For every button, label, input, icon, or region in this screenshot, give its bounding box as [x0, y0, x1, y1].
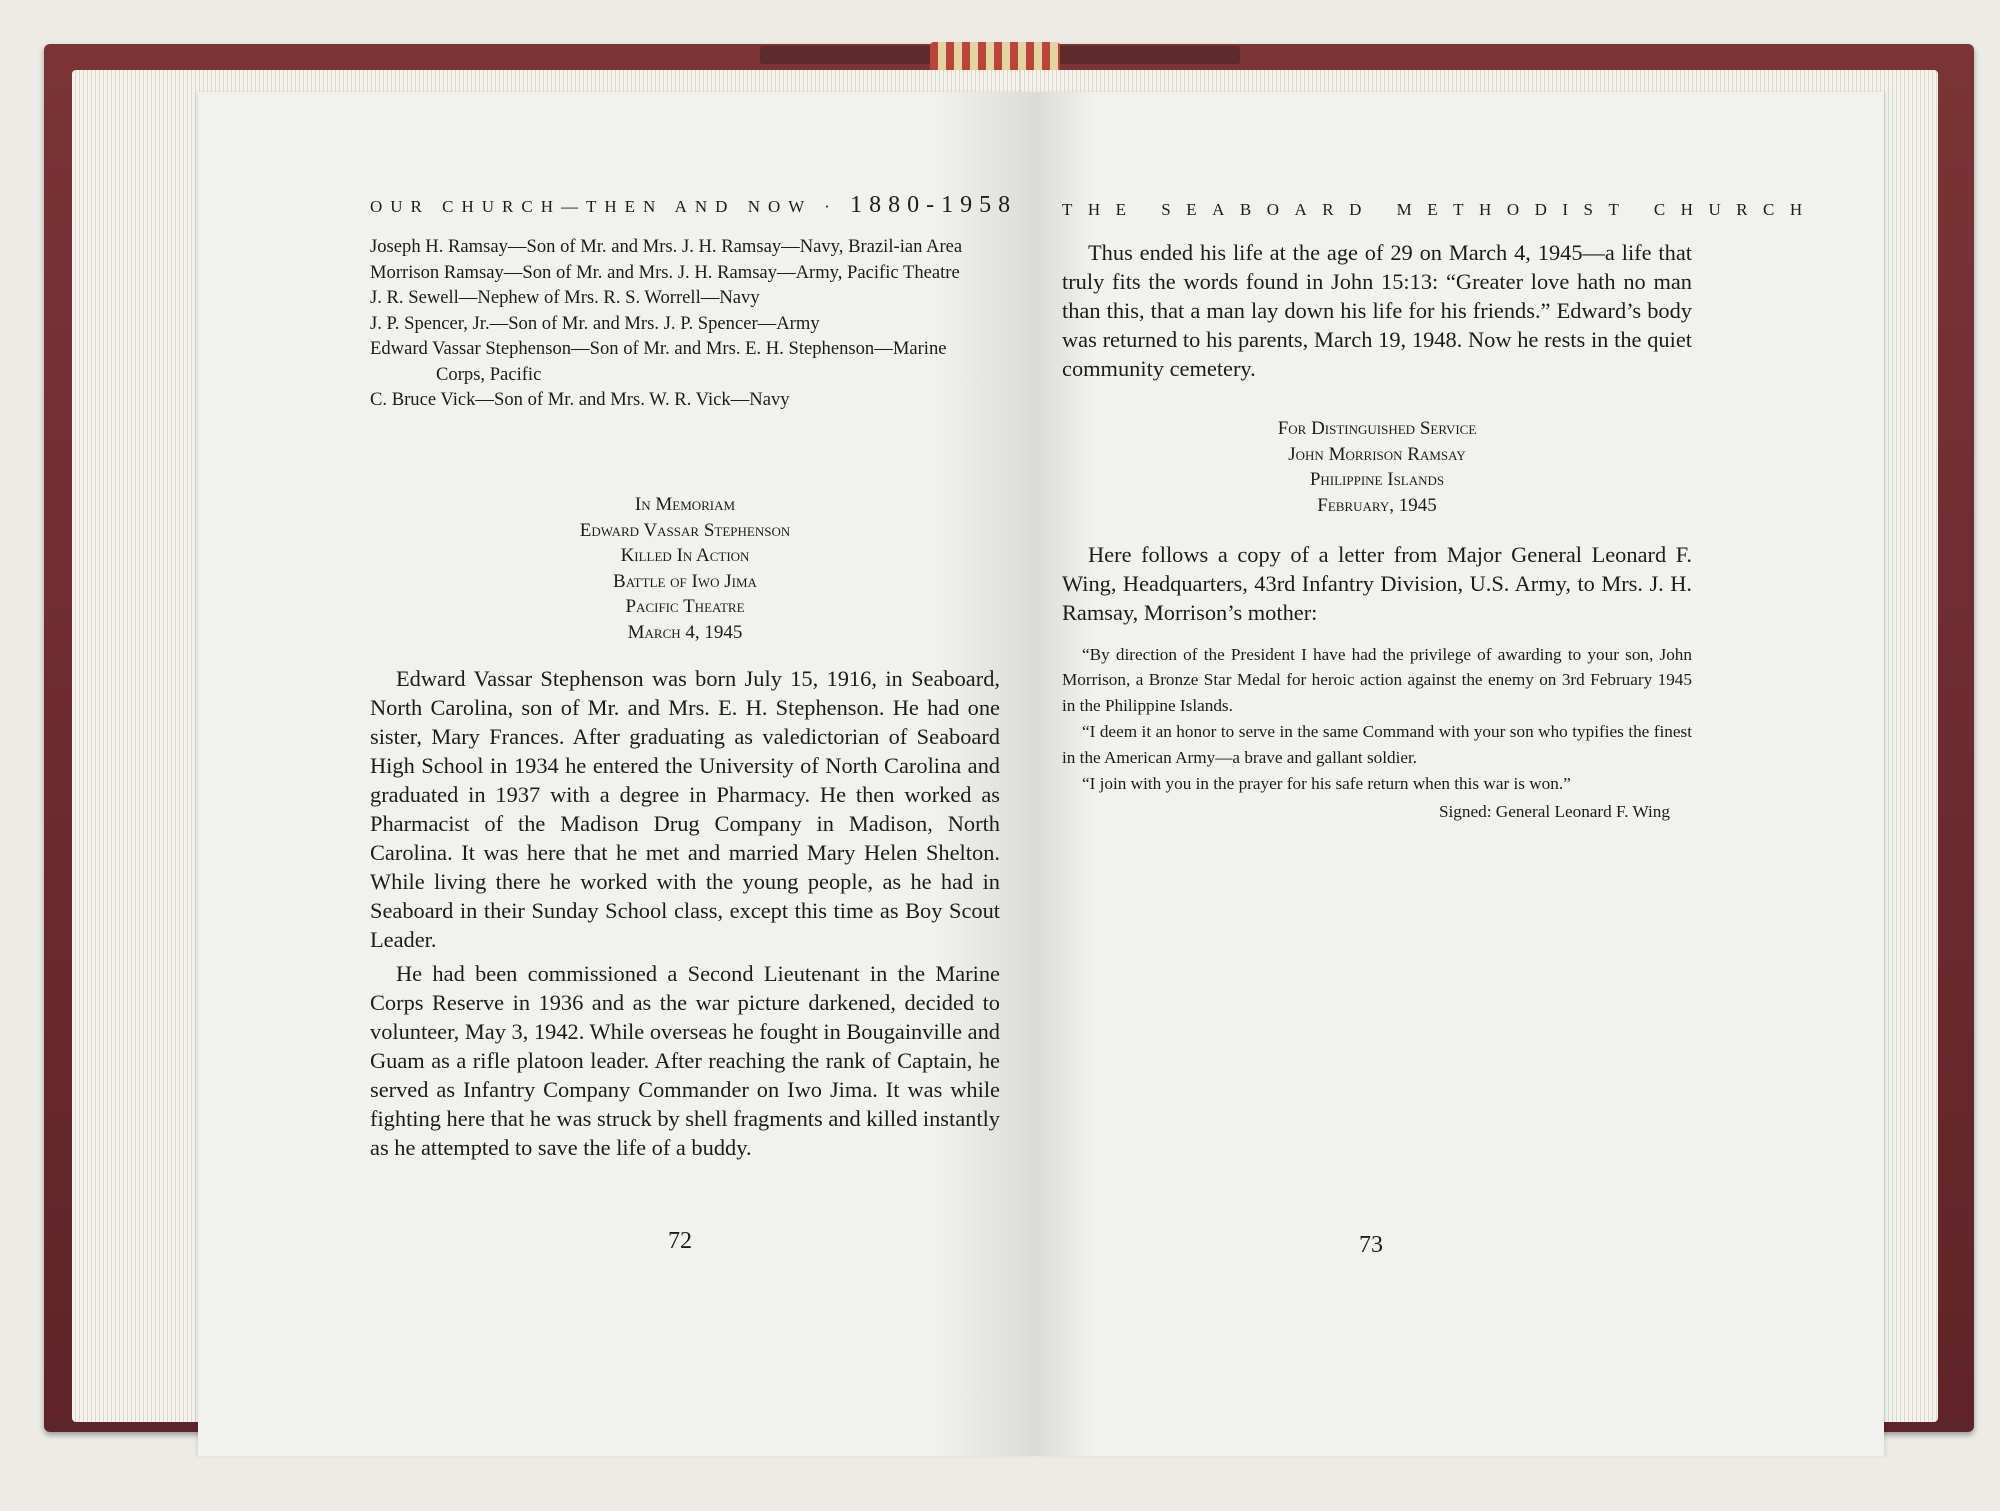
paragraph: Here follows a copy of a letter from Major General Leonard F. Wing, Headquarters, 43rd Infantry Division, U.S. Army, to Mrs. J. H. Ramsay, Morrison’s mother: [1062, 542, 1692, 625]
memoriam-line: Pacific Theatre [625, 596, 745, 617]
paragraph: He had been commissioned a Second Lieutenant in the Marine Corps Reserve in 1936 and as the war picture darkened, decided to volunteer, May 3, 1942. While overseas he fought in Bougainville and Guam as a rifle platoon leader. After reaching the rank of Captain, he served as Infantry Company Commander on Iwo Jima. It was while fighting here that he was struck by shell fragments and killed instantly as he attempted to save the life of a buddy. [370, 961, 1000, 1160]
memoriam-line: March 4, 1945 [627, 621, 743, 643]
service-heading-line: John Morrison Ramsay [1288, 443, 1466, 465]
service-heading-line: February, 1945 [1317, 494, 1437, 516]
left-body-text [370, 664, 1000, 1167]
letter-signature: Signed: General Leonard F. Wing [1438, 802, 1670, 822]
memoriam-heading [370, 492, 1000, 645]
memoriam-line: In Memoriam [634, 494, 736, 515]
letter-paragraph: “By direction of the President I have had the privilege of awarding to your son, John Morrison, a Bronze Star Medal for heroic action against the enemy on 3rd February 1945 in the Philippine Islands. [1062, 645, 1692, 715]
list-item: Joseph H. Ramsay—Son of Mr. and Mrs. J. H. Ramsay—Navy, Brazil-ian Area [370, 236, 963, 257]
memoriam-line: Edward Vassar Stephenson [579, 519, 791, 541]
left-running-head [370, 192, 1017, 219]
right-opening-text [1062, 238, 1692, 388]
memoriam-line: Killed In Action [620, 545, 750, 566]
list-item: J. P. Spencer, Jr.—Son of Mr. and Mrs. J. P. Spencer—Army [370, 312, 820, 334]
letter-paragraph: “I deem it an honor to serve in the same Command with your son who typifies the finest in the American Army—a brave and gallant soldier. [1062, 722, 1692, 767]
service-heading [1062, 416, 1692, 518]
service-list [370, 234, 1000, 413]
right-running-head: THE SEABOARD METHODIST CHURCH [1062, 200, 1818, 219]
service-heading-line: Philippine Islands [1309, 469, 1445, 490]
memoriam-line: Battle of Iwo Jima [613, 570, 757, 592]
right-intro-text [1062, 540, 1692, 632]
list-item: J. R. Sewell—Nephew of Mrs. R. S. Worrell—Navy [370, 287, 760, 308]
list-item: C. Bruce Vick—Son of Mr. and Mrs. W. R. Vick—Navy [370, 389, 790, 410]
service-heading-line: For Distinguished Service [1277, 418, 1477, 439]
letter-quote [1062, 642, 1692, 826]
page-number: 72 [668, 1228, 692, 1254]
left-page [198, 92, 1034, 1456]
running-head-years: 1880-1958 [850, 192, 1018, 218]
letter-paragraph: “I join with you in the prayer for his safe return when this war is won.” [1082, 774, 1571, 794]
paragraph: Edward Vassar Stephenson was born July 15, 1916, in Seaboard, North Carolina, son of Mr. and Mrs. E. H. Stephenson. He had one sister, Mary Frances. After graduating as valedictorian of Seaboard High School in 1934 he entered the University of North Carolina and graduated in 1937 with a degree in Pharmacy. He then worked as Pharmacist of the Madison Drug Company in Madison, North Carolina. It was here that he met and married Mary Helen Shelton. While living there he worked with the young people, as he had in Seaboard in their Sunday School class, except this time as Boy Scout Leader. [370, 666, 1000, 952]
paragraph: Thus ended his life at the age of 29 on March 4, 1945—a life that truly fits the words found in John 15:13: “Greater love hath no man than this, that a man lay down his life for his friends.” Edward’s body was returned to his parents, March 19, 1948. Now he rests in the quiet community cemetery. [1062, 240, 1692, 381]
right-page [1034, 92, 1884, 1456]
page-number: 73 [1359, 1232, 1383, 1258]
running-head-title: OUR CHURCH—THEN AND NOW · [370, 197, 851, 216]
list-item: Morrison Ramsay—Son of Mr. and Mrs. J. H. Ramsay—Army, Pacific Theatre [370, 261, 960, 283]
list-item: Edward Vassar Stephenson—Son of Mr. and Mrs. E. H. Stephenson—Marine Corps, Pacific [370, 338, 947, 385]
